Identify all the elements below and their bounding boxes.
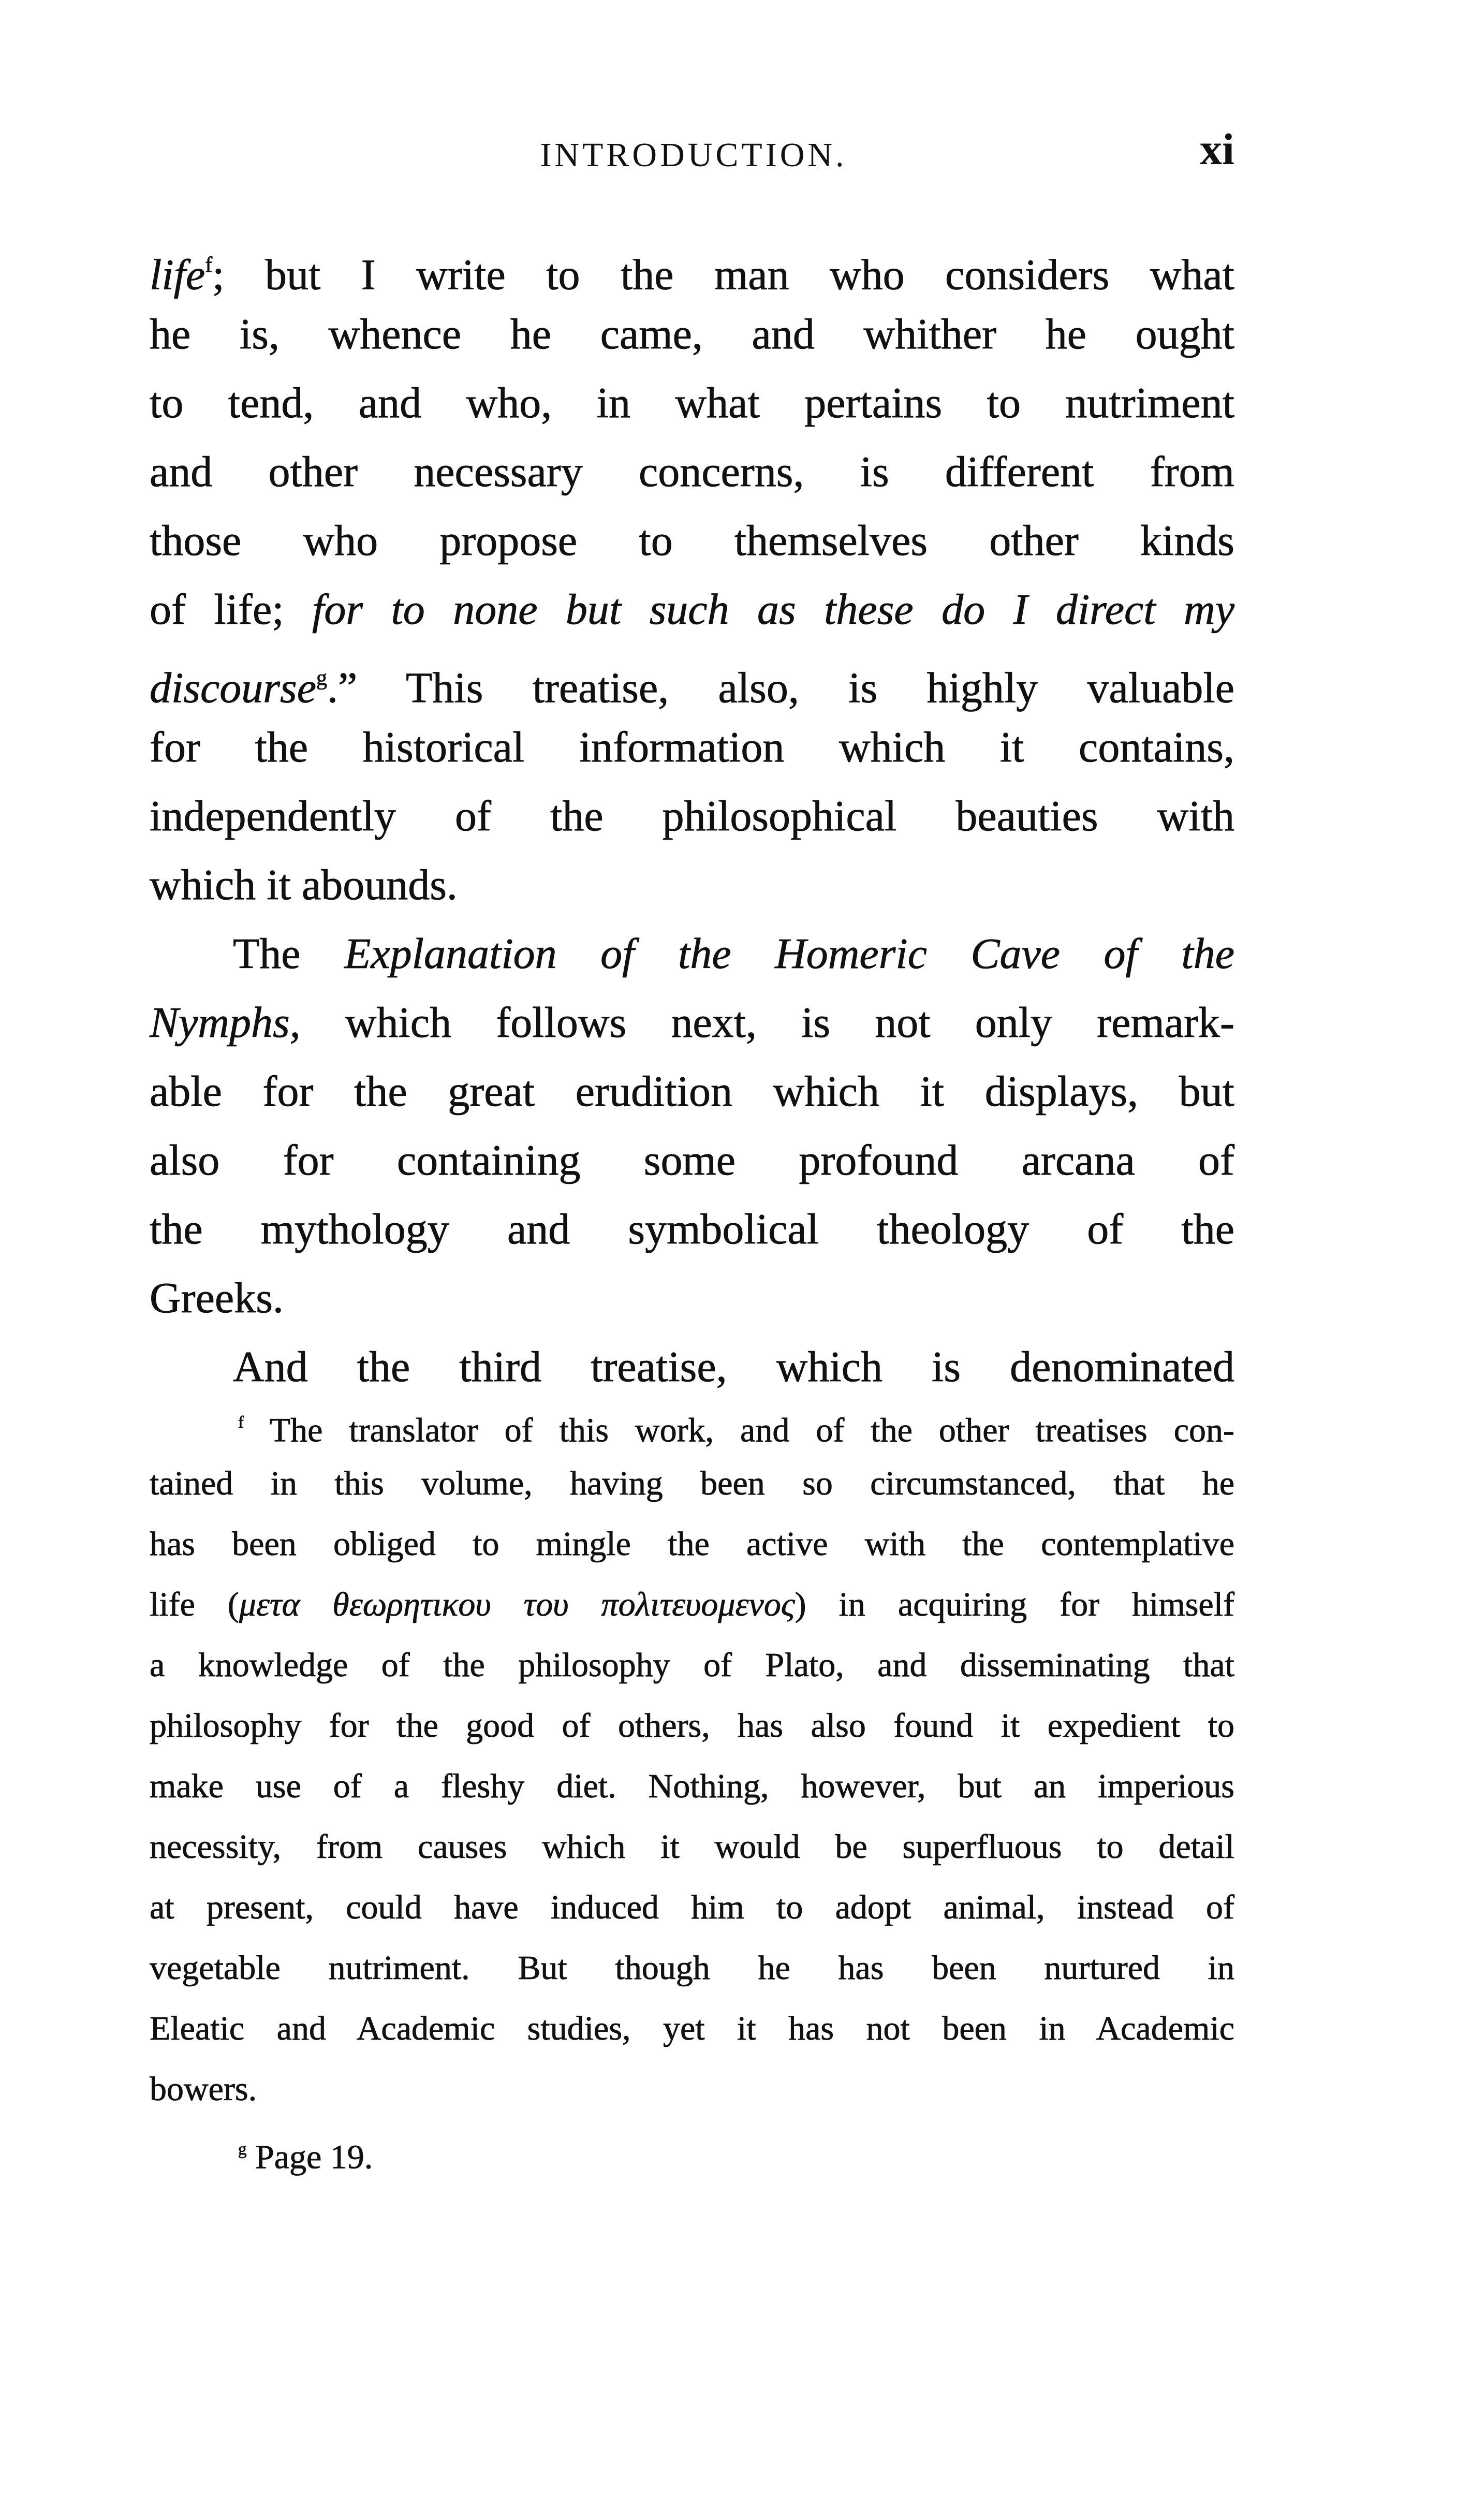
footnote-line bbox=[150, 1756, 1234, 1816]
italic-text: for to none but such as these do I direct my bbox=[312, 585, 1234, 634]
page-number: xi bbox=[1200, 124, 1234, 174]
footnote-marker: f bbox=[238, 1413, 244, 1432]
text-line bbox=[150, 782, 1234, 851]
text-segment: the mythology and symbolical theology of the bbox=[150, 1205, 1234, 1253]
text-line bbox=[150, 437, 1234, 506]
footnote-line bbox=[150, 1877, 1234, 1938]
text-segment: make use of a fleshy diet. Nothing, however, but an imperious bbox=[150, 1767, 1234, 1805]
text-segment: has been obliged to mingle the active with the contemplative bbox=[150, 1525, 1234, 1563]
text-segment: ; but I write to the man who considers what bbox=[212, 251, 1234, 299]
italic-text: discourse bbox=[150, 664, 316, 712]
text-line bbox=[150, 300, 1234, 369]
footnote-line bbox=[150, 1695, 1234, 1756]
text-segment: he is, whence he came, and whither he ought bbox=[150, 310, 1234, 358]
text-line bbox=[150, 988, 1234, 1057]
text-segment: The bbox=[233, 930, 345, 978]
text-segment: and other necessary concerns, is different from bbox=[150, 448, 1234, 496]
text-segment: Page 19. bbox=[246, 2138, 373, 2176]
text-segment: bowers. bbox=[150, 2070, 257, 2108]
text-segment: tained in this volume, having been so circumstanced, that he bbox=[150, 1464, 1234, 1502]
text-segment: a knowledge of the philosophy of Plato, and disseminating that bbox=[150, 1646, 1234, 1684]
footnote-marker: f bbox=[205, 253, 213, 277]
text-line bbox=[233, 1332, 1234, 1401]
footnote-line bbox=[150, 2059, 1234, 2119]
text-line bbox=[150, 644, 1234, 713]
text-segment: The translator of this work, and of the other treatises con- bbox=[244, 1411, 1234, 1449]
text-line bbox=[150, 506, 1234, 575]
footnote-marker: g bbox=[316, 666, 327, 690]
footnote-line bbox=[150, 1938, 1234, 1998]
text-segment: Eleatic and Academic studies, yet it has not been in Academic bbox=[150, 2010, 1234, 2047]
text-line bbox=[150, 1057, 1234, 1126]
italic-text: life bbox=[150, 251, 205, 299]
text-segment: ) in acquiring for himself bbox=[795, 1586, 1235, 1623]
text-line bbox=[150, 713, 1234, 782]
text-line bbox=[150, 231, 1234, 300]
footnote-line bbox=[150, 1635, 1234, 1695]
text-segment: Greeks. bbox=[150, 1274, 284, 1322]
text-segment: those who propose to themselves other kinds bbox=[150, 517, 1234, 565]
text-line bbox=[150, 369, 1234, 437]
text-line bbox=[150, 1264, 1234, 1332]
text-line bbox=[150, 575, 1234, 644]
text-segment: of life; bbox=[150, 585, 313, 634]
italic-text: μετα θεωρητικου του πολιτευομενος bbox=[239, 1586, 795, 1623]
footnote-line bbox=[150, 1453, 1234, 1514]
text-segment: life ( bbox=[150, 1586, 239, 1623]
text-segment: which it abounds. bbox=[150, 861, 458, 909]
footnote-line bbox=[238, 2119, 1234, 2180]
footnote-line bbox=[150, 1574, 1234, 1635]
text-segment: able for the great erudition which it displays, but bbox=[150, 1067, 1234, 1116]
text-segment: to tend, and who, in what pertains to nutriment bbox=[150, 379, 1234, 427]
text-segment: at present, could have induced him to adopt animal, instead of bbox=[150, 1888, 1234, 1926]
text-segment: independently of the philosophical beauties with bbox=[150, 792, 1234, 840]
text-segment: .” This treatise, also, is highly valuable bbox=[327, 664, 1234, 712]
footnote-line bbox=[238, 1393, 1234, 1453]
text-line bbox=[150, 1126, 1234, 1195]
text-segment: vegetable nutriment. But though he has been nurtured in bbox=[150, 1949, 1234, 1987]
text-segment: And the third treatise, which is denominated bbox=[233, 1343, 1234, 1391]
text-segment: for the historical information which it contains, bbox=[150, 723, 1234, 771]
footnote-marker: g bbox=[238, 2140, 247, 2159]
text-segment: also for containing some profound arcana of bbox=[150, 1136, 1234, 1184]
text-line bbox=[233, 919, 1234, 988]
text-line bbox=[150, 1195, 1234, 1264]
text-segment: necessity, from causes which it would be superfluous to detail bbox=[150, 1828, 1234, 1866]
text-line bbox=[150, 851, 1234, 919]
italic-text: Explanation of the Homeric Cave of the bbox=[344, 930, 1234, 978]
text-segment: which follows next, is not only remark- bbox=[300, 999, 1234, 1047]
footnote-line bbox=[150, 1998, 1234, 2059]
italic-text: Nymphs, bbox=[150, 999, 301, 1047]
footnote-line bbox=[150, 1816, 1234, 1877]
footnote-line bbox=[150, 1514, 1234, 1574]
text-segment: philosophy for the good of others, has also found it expedient to bbox=[150, 1707, 1234, 1745]
running-header: INTRODUCTION. bbox=[540, 136, 847, 174]
